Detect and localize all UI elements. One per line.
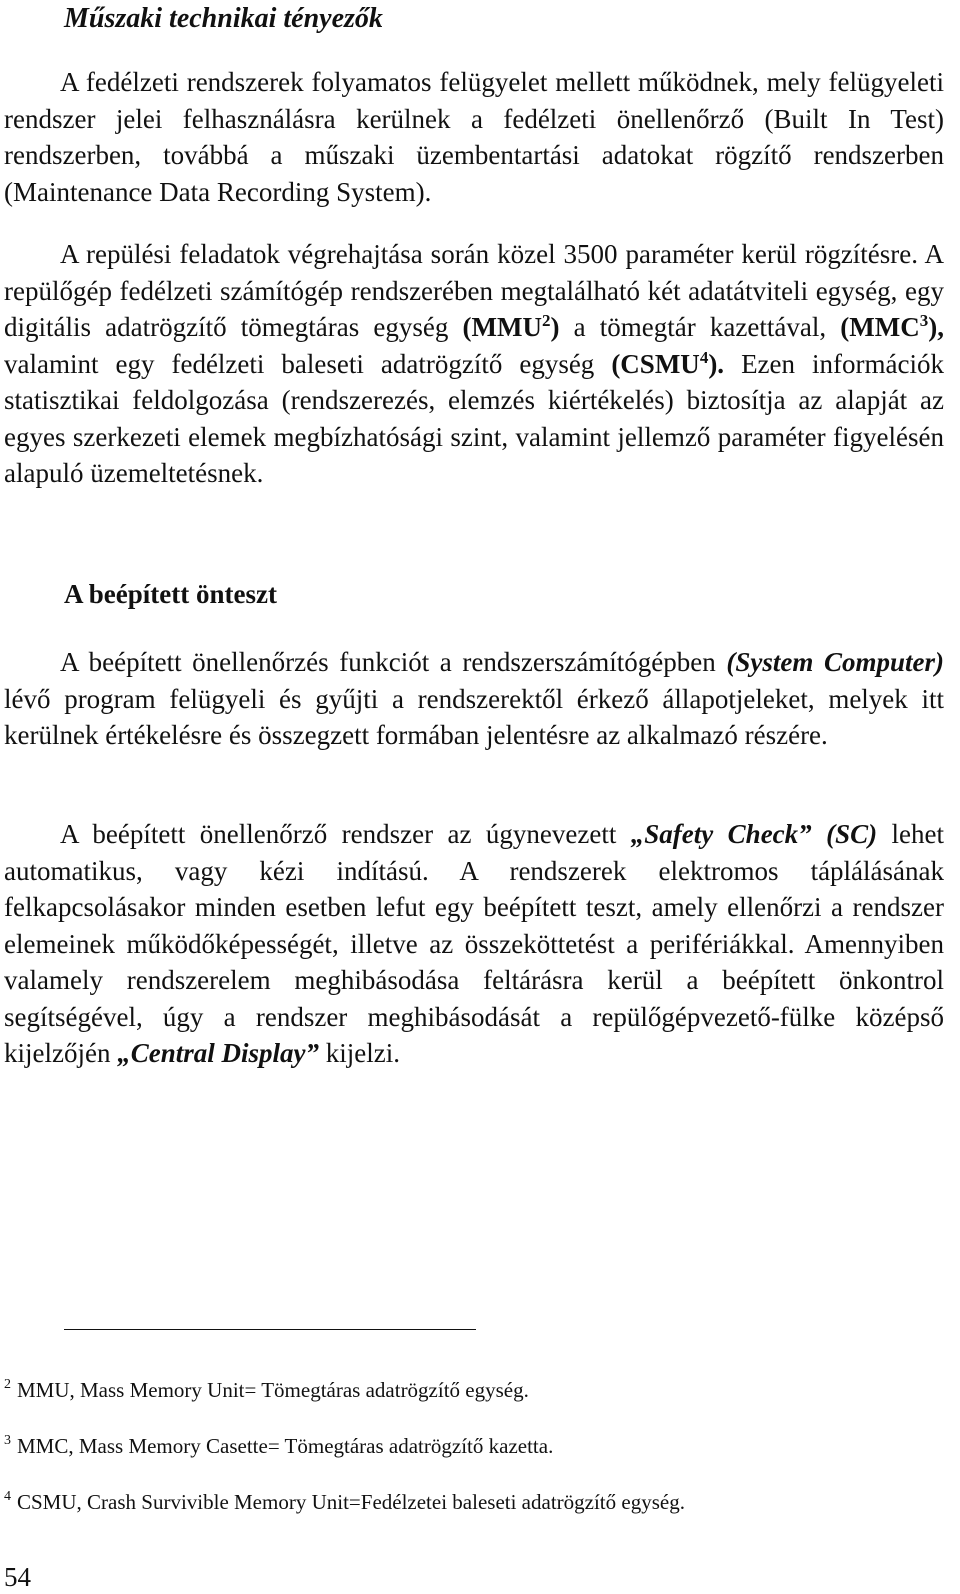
paragraph-text: A beépített önellenőrzés funkciót a rendszerszámítógépben [60,647,727,677]
safety-check-term: „Safety Check” (SC) [630,819,878,849]
footnote-3 [4,1428,553,1459]
footnote-text: MMU, Mass Memory Unit= Tömegtáras adatrögzítő egység. [17,1378,529,1402]
paragraph-text: A repülési feladatok végrehajtása során közel 3500 paraméter kerül rögzítésre. A repülőgép fedélzeti számítógép rendszerében megtalálható két adatátviteli egység, egy digitális adatrögzítő tömegtáras egység [4,239,944,342]
subsection-heading: A beépített önteszt [64,579,277,609]
csmu-term: (CSMU$^4$). [611,347,725,379]
footnote-4 [4,1484,685,1515]
footnote-ref-2: 2 [542,311,551,330]
mmc-term: (MMC$^3$), [840,311,944,342]
footnote-number: 3 [4,1433,11,1448]
paragraph-text: lehet automatikus, vagy kézi indítású. A rendszerek elektromos táplálásának felkapcsolásakor minden esetben lefut egy beépített teszt, amely ellenőrzi a rendszer elemeinek működőképességét, illetve az összeköttetést a perifériákkal. Amennyiben valamely rendszerelem meghibásodása feltárásra kerül a beépített önkontrol segítségével, úgy a rendszer meghibásodását a repülőgépvezető-fülke középső kijelzőjén [4,819,944,1068]
page-number: 54 [4,1562,31,1592]
paragraph-self-test [4,644,944,754]
paragraph-safety-check [4,816,944,1072]
footnote-text: MMC, Mass Memory Casette= Tömegtáras adatrögzítő kazetta. [17,1434,554,1458]
paragraph-text: a tömegtár kazettával, [559,312,841,342]
paragraph-monitoring: A fedélzeti rendszerek folyamatos felügyelet mellett működnek, mely felügyeleti rendszer jelei felhasználásra kerülnek a fedélzeti önellenőrző (Built In Test) rendszerben, továbbá a műszaki üzembentartási adatokat rögzítő rendszerben (Maintenance Data Recording System). [4,67,944,207]
footnote-ref-4: 4 [699,347,709,367]
paragraph-text: A beépített önellenőrző rendszer az úgynevezett [60,819,631,849]
footnote-text: CSMU, Crash Survivible Memory Unit=Fedélzetei baleseti adatrögzítő egység. [17,1490,685,1514]
paragraph-parameters [4,236,944,492]
system-computer-term: (System Computer) [726,647,944,677]
mmu-term: (MMU$^2$) [462,311,560,342]
footnote-number: 4 [4,1489,11,1504]
paragraph-text: valamint egy fedélzeti baleseti adatrögzítő egység [4,348,612,379]
paragraph-text: kijelzi. [318,1038,400,1068]
footnote-number: 2 [4,1377,11,1392]
footnote-2 [4,1372,529,1403]
central-display-term: „Central Display” [117,1038,319,1068]
footnote-separator [64,1329,476,1330]
section-heading: Műszaki technikai tényezők [64,3,383,34]
footnote-ref-3: 3 [919,311,929,330]
paragraph-text: Ezen információk statisztikai feldolgozása (rendszerezés, elemzés kiértékelés) biztosítja az alapját az egyes szerkezeti elemek megbízhatósági szint, valamint jellemző paraméter figyelésén alapuló üzemeltetésnek. [4,348,944,488]
paragraph-text: lévő program felügyeli és gyűjti a rendszerektől érkező állapotjeleket, melyek itt kerülnek értékelésre és összegzett formában jelentésre az alkalmazó részére. [4,683,944,750]
